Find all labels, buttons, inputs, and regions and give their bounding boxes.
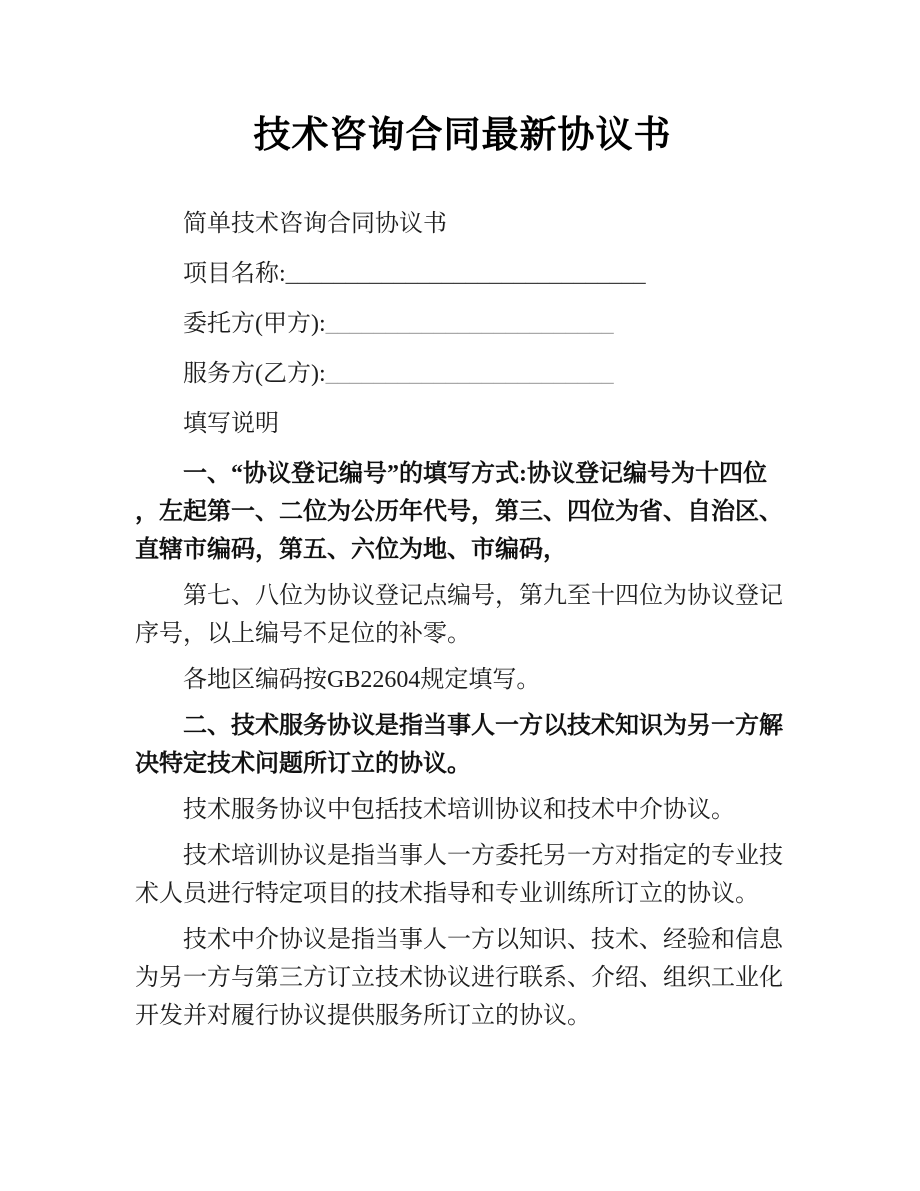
field-client-party-a-label: 委托方(甲方): (183, 311, 326, 337)
paragraph-region-code-standard: 各地区编码按GB22604规定填写。 (183, 667, 541, 693)
field-service-party-b-label: 服务方(乙方): (183, 361, 326, 387)
paragraph-service-agreement-definition: 二、技术服务协议是指当事人一方以技术知识为另一方解决特定技术问题所订立的协议。 (135, 713, 783, 777)
field-project-name-blank: ______________________________ (285, 261, 646, 287)
section-heading-fill-instructions: 填写说明 (183, 411, 279, 437)
field-client-party-a-blank: ________________________ (325, 311, 614, 337)
field-client-party-a (135, 305, 790, 343)
document-subtitle: 简单技术咨询合同协议书 (183, 211, 447, 237)
field-project-name-label: 项目名称: (183, 261, 286, 287)
paragraph-registration-number-continued: 第七、八位为协议登记点编号，第九至十四位为协议登记序号，以上编号不足位的补零。 (135, 583, 783, 647)
document-title: 技术咨询合同最新协议书 (253, 114, 672, 155)
paragraph-service-agreement-scope: 技术服务协议中包括技术培训协议和技术中介协议。 (183, 797, 735, 823)
field-project-name (135, 255, 790, 293)
paragraph-training-agreement-definition: 技术培训协议是指当事人一方委托另一方对指定的专业技术人员进行特定项目的技术指导和专业训练所订立的协议。 (135, 843, 783, 907)
field-service-party-b-blank: ________________________ (325, 361, 614, 387)
field-service-party-b (135, 355, 790, 393)
paragraph-registration-number-rule: 一、“协议登记编号”的填写方式:协议登记编号为十四位，左起第一、二位为公历年代号，第三、四位为省、自治区、直辖市编码，第五、六位为地、市编码， (135, 461, 783, 563)
paragraph-intermediary-agreement-definition: 技术中介协议是指当事人一方以知识、技术、经验和信息为另一方与第三方订立技术协议进行联系、介绍、组织工业化开发并对履行协议提供服务所订立的协议。 (135, 927, 783, 1029)
